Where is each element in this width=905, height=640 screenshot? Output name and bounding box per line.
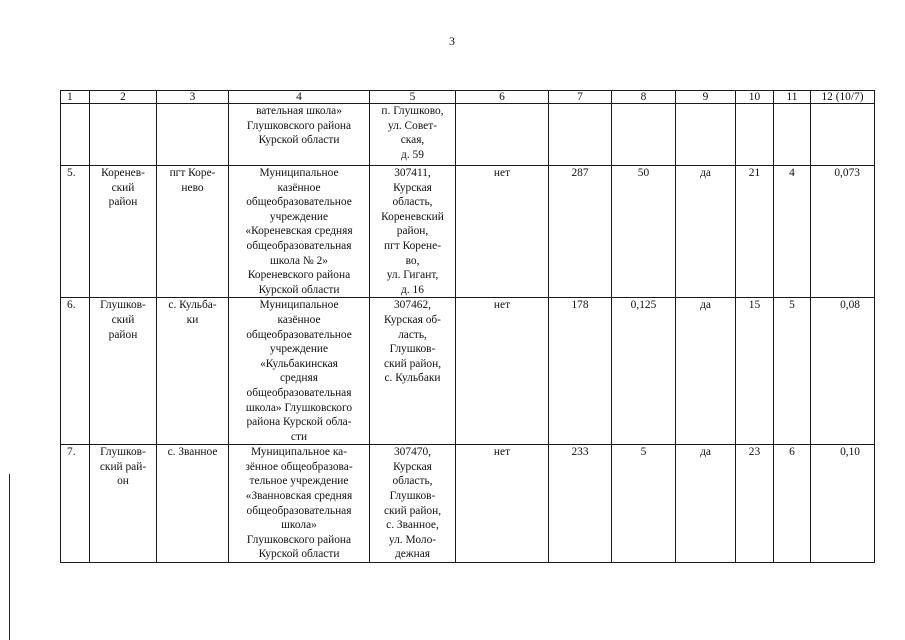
header-cell-6: 6 [456,91,549,104]
cell-col8: 5 [612,445,676,563]
cell-col9: да [676,298,736,445]
header-cell-4: 4 [229,91,370,104]
header-cell-5: 5 [370,91,456,104]
cell-number [61,104,90,166]
table-row [61,166,875,298]
cell-col6: нет [456,166,549,298]
cell-locality: пгт Коре- нево [157,166,229,298]
cell-district: Глушков- ский район [90,298,157,445]
cell-col10: 15 [736,298,774,445]
cell-col9 [676,104,736,166]
cell-col8: 50 [612,166,676,298]
cell-locality: с. Кульба- ки [157,298,229,445]
cell-locality: с. Званное [157,445,229,563]
cell-col7: 233 [549,445,612,563]
cell-address: 307462, Курская об- ласть, Глушков- ский район, с. Кульбаки [370,298,456,445]
cell-number: 7. [61,445,90,563]
cell-district: Коренев- ский район [90,166,157,298]
header-row [61,91,875,104]
cell-col7 [549,104,612,166]
cell-address: 307411, Курская область, Кореневский район, пгт Корене- во, ул. Гигант, д. 16 [370,166,456,298]
cell-col12: 0,073 [811,166,875,298]
table-row [61,445,875,563]
cell-col8: 0,125 [612,298,676,445]
header-cell-9: 9 [676,91,736,104]
cell-district: Глушков- ский рай- он [90,445,157,563]
cell-col9: да [676,445,736,563]
header-cell-7: 7 [549,91,612,104]
margin-line [9,474,10,640]
cell-institution: Муниципальное казённое общеобразовательное учреждение «Кульбакинская средняя общеобразовательная школа» Глушковского района Курской обла- сти [229,298,370,445]
table-row [61,298,875,445]
cell-col10: 21 [736,166,774,298]
cell-col12: 0,10 [811,445,875,563]
cell-col7: 178 [549,298,612,445]
cell-address: 307470, Курская область, Глушков- ский район, с. Званное, ул. Моло- дежная [370,445,456,563]
cell-number: 6. [61,298,90,445]
cell-col10: 23 [736,445,774,563]
header-cell-2: 2 [90,91,157,104]
cell-district [90,104,157,166]
cell-institution: Муниципальное казённое общеобразовательное учреждение «Кореневская средняя общеобразовательная школа № 2» Кореневского района Курской области [229,166,370,298]
cell-number: 5. [61,166,90,298]
cell-col12: 0,08 [811,298,875,445]
cell-col7: 287 [549,166,612,298]
header-cell-11: 11 [774,91,811,104]
page-number: 3 [449,34,455,48]
header-cell-12: 12 (10/7) [811,91,875,104]
header-cell-10: 10 [736,91,774,104]
cell-col12 [811,104,875,166]
header-cell-3: 3 [157,91,229,104]
cell-address: п. Глушково, ул. Совет- ская, д. 59 [370,104,456,166]
cell-col11: 6 [774,445,811,563]
cell-col6 [456,104,549,166]
cell-col8 [612,104,676,166]
cell-col10 [736,104,774,166]
cell-institution: вательная школа» Глушковского района Курской области [229,104,370,166]
cell-col11: 4 [774,166,811,298]
cell-col9: да [676,166,736,298]
table-row [61,104,875,166]
cell-institution: Муниципальное ка- зённое общеобразова- тельное учреждение «Званновская средняя общеобразовательная школа» Глушковского района Курской области [229,445,370,563]
cell-col6: нет [456,298,549,445]
header-cell-8: 8 [612,91,676,104]
schools-table [60,90,875,563]
header-cell-1: 1 [61,91,90,104]
cell-col11: 5 [774,298,811,445]
cell-col6: нет [456,445,549,563]
cell-col11 [774,104,811,166]
cell-locality [157,104,229,166]
